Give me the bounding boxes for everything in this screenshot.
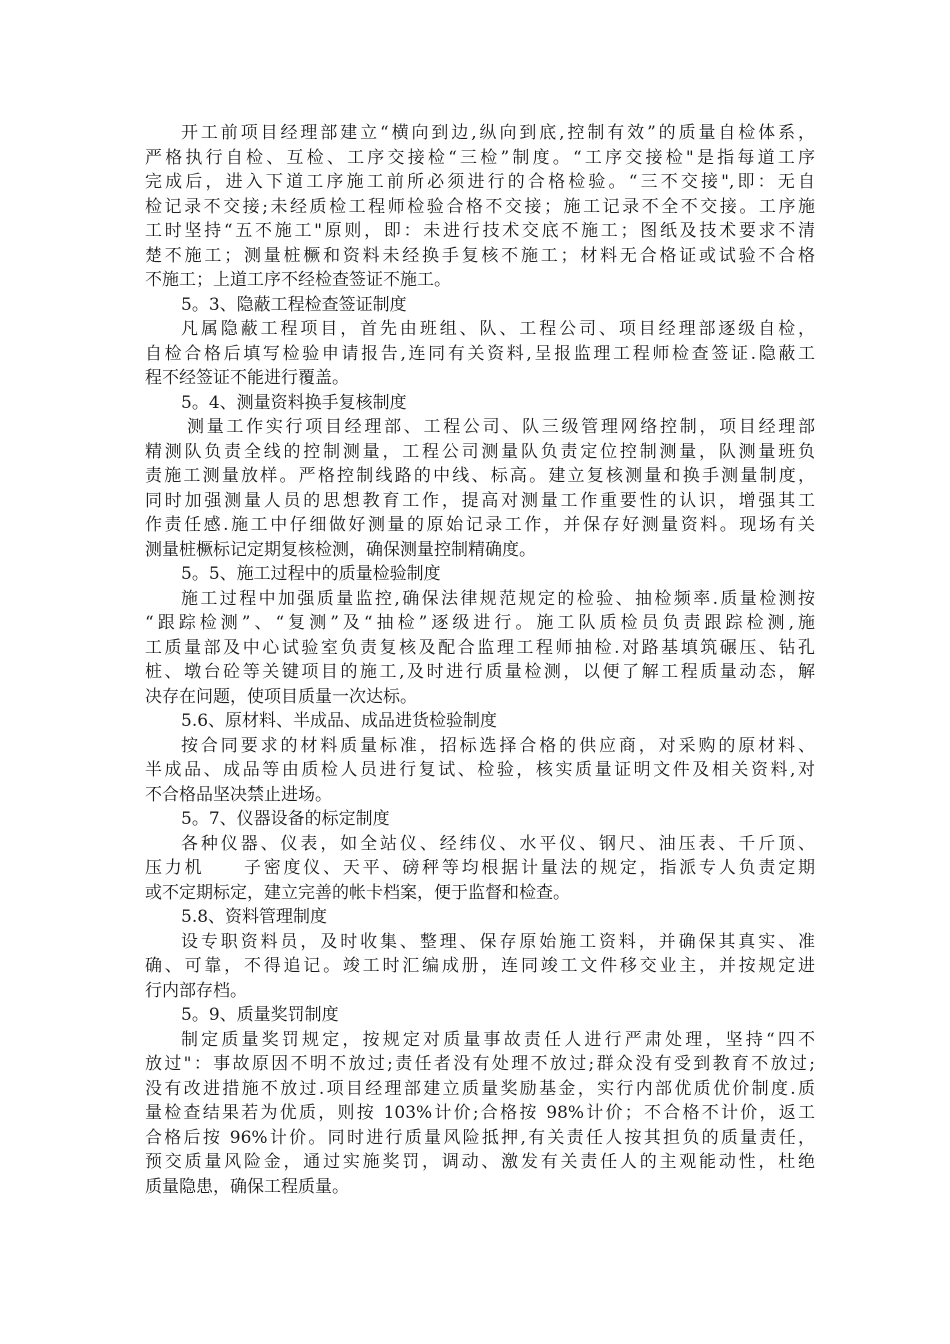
paragraph [145,734,815,808]
paragraph-line: 同时加强测量人员的思想教育工作，提高对测量工作重要性的认识，增强其工 [145,490,815,511]
paragraph-line: 施工过程中加强质量监控,确保法律规范规定的检验、抽检频率.质量检测按 [181,588,815,609]
paragraph-line: 作责任感.施工中仔细做好测量的原始记录工作，并保存好测量资料。现场有关 [145,515,815,535]
section-heading: 5。5、施工过程中的质量检验制度 [181,564,441,584]
section-heading: 5。7、仪器设备的标定制度 [181,809,390,829]
paragraph [145,587,815,710]
paragraph-line: 完成后，进入下道工序施工前所必须进行的合格检验。“三不交接",即：无自 [145,172,815,192]
section-heading: 5。4、测量资料换手复核制度 [181,392,407,413]
paragraph-line: 责施工测量放样。严格控制线路的中线、标高。建立复核测量和换手测量制度， [145,466,815,486]
paragraph-line: 量检查结果若为优质，则按 103%计价;合格按 98%计价；不合格不计价，返工 [145,1103,815,1123]
section-heading: 5.6、原材料、半成品、成品进货检验制度 [181,711,498,731]
paragraph-line: 测量工作实行项目经理部、工程公司、队三级管理网络控制，项目经理部 [187,417,815,437]
section-heading: 5。9、质量奖罚制度 [181,1005,339,1025]
paragraph-line: 不施工；上道工序不经检查签证不施工。 [145,270,451,290]
paragraph-line: 预交质量风险金，通过实施奖罚，调动、激发有关责任人的主观能动性，杜绝 [145,1152,815,1172]
paragraph-line: 设专职资料员，及时收集、整理、保存原始施工资料，并确保其真实、准 [181,931,815,952]
paragraph-line: 行内部存档。 [145,980,247,1001]
paragraph-line: 合格后按 96%计价。同时进行质量风险抵押,有关责任人按其担负的质量责任， [145,1127,815,1148]
paragraph [145,1028,815,1200]
paragraph-line: 质量隐患，确保工程质量。 [145,1176,349,1197]
paragraph-line: 楚不施工；测量桩橛和资料未经换手复核不施工；材料无合格证或试验不合格 [145,245,815,266]
paragraph-line: 各种仪器、仪表，如全站仪、经纬仪、水平仪、钢尺、油压表、千斤顶、 [181,833,815,854]
paragraph [145,832,815,906]
paragraph [145,930,815,1004]
paragraph-line: “跟踪检测”、“复测”及“抽检”逐级进行。施工队质检员负责跟踪检测,施 [145,613,815,633]
paragraph-line: 工时坚持“五不施工"原则，即：未进行技术交底不施工；图纸及技术要求不清 [145,221,815,241]
document-page [145,121,815,1199]
paragraph-line: 程不经签证不能进行覆盖。 [145,368,349,388]
paragraph-line: 或不定期标定，建立完善的帐卡档案，便于监督和检查。 [145,882,570,903]
paragraph-line: 严格执行自检、互检、工序交接检“三检”制度。“工序交接检"是指每道工序 [145,147,816,168]
paragraph-line: 不合格品坚决禁止进场。 [145,784,332,805]
paragraph-line: 开工前项目经理部建立“横向到边,纵向到底,控制有效”的质量自检体系， [181,123,815,143]
paragraph [145,415,815,562]
paragraph-line: 确、可靠，不得追记。竣工时汇编成册，连同竣工文件移交业主，并按规定进 [145,956,815,976]
paragraph [145,317,815,391]
paragraph-line: 工质量部及中心试验室负责复核及配合监理工程师抽检.对路基填筑碾压、钻孔 [145,637,815,658]
paragraph-line: 放过"：事故原因不明不放过;责任者没有处理不放过;群众没有受到教育不放过; [145,1054,815,1074]
section-heading: 5。3、隐蔽工程检查签证制度 [181,294,407,315]
paragraph-line: 决存在问题，使项目质量一次达标。 [145,686,417,707]
paragraph-line: 自检合格后填写检验申请报告,连同有关资料,呈报监理工程师检查签证.隐蔽工 [145,343,815,364]
paragraph-line: 测量桩橛标记定期复核检测，确保测量控制精确度。 [145,539,536,560]
paragraph-line: 凡属隐蔽工程项目，首先由班组、队、工程公司、项目经理部逐级自检， [181,319,815,339]
paragraph-line: 按合同要求的材料质量标准，招标选择合格的供应商，对采购的原材料、 [181,735,815,756]
paragraph-line: 半成品、成品等由质检人员进行复试、检验，核实质量证明文件及相关资料,对 [145,760,815,780]
section-heading: 5.8、资料管理制度 [181,907,328,927]
paragraph-line: 检记录不交接;未经质检工程师检验合格不交接；施工记录不全不交接。工序施 [145,196,815,217]
paragraph-line: 桩、墩台砼等关键项目的施工,及时进行质量检测，以便了解工程质量动态，解 [145,662,815,682]
paragraph-line: 压力机 子密度仪、天平、磅秤等均根据计量法的规定，指派专人负责定期 [145,858,815,878]
paragraph-line: 没有改进措施不放过.项目经理部建立质量奖励基金，实行内部优质优价制度.质 [145,1078,815,1099]
paragraph-line: 制定质量奖罚规定，按规定对质量事故责任人进行严肃处理，坚持“四不 [181,1029,815,1050]
paragraph [145,121,815,293]
paragraph-line: 精测队负责全线的控制测量，工程公司测量队负责定位控制测量，队测量班负 [145,441,815,462]
